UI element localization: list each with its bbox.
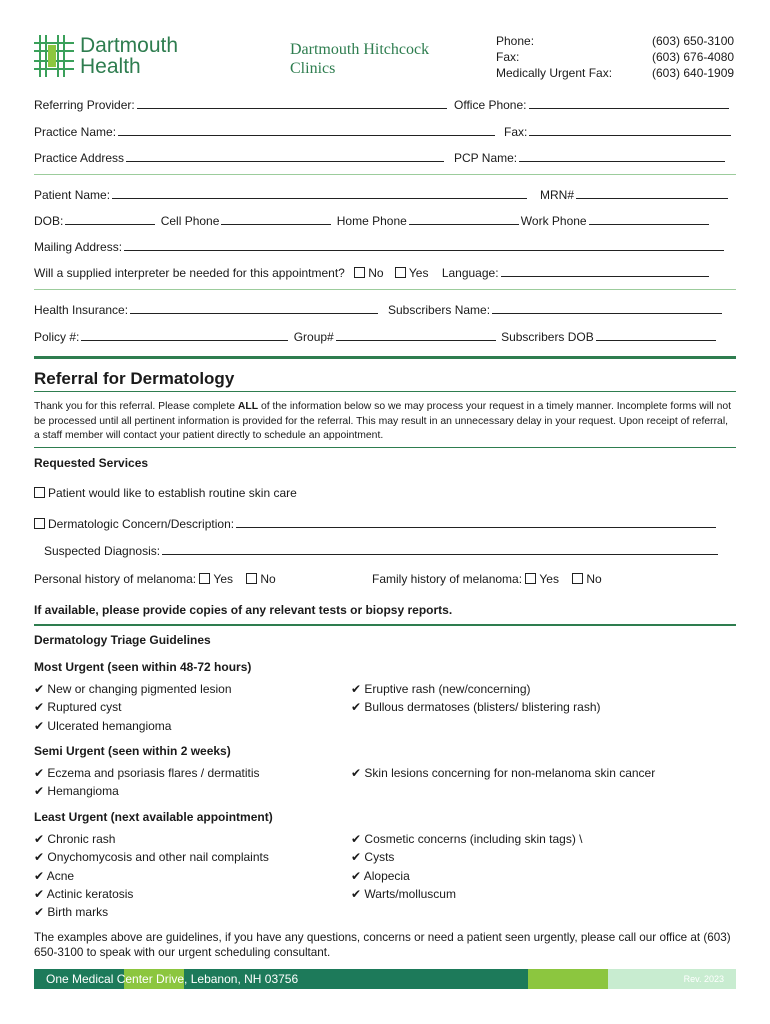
referral-intro: Thank you for this referral. Please complete ALL of the information below so we may process your request in a timely manner. Incomplete forms will not be processed until all pertinent information is provided for the referral. This may result in an unnecessary delay in your request. Upon receipt of referral, a staff member will contact your patient directly to schedule an appointment. — [34, 401, 732, 441]
check-icon: ✔ — [34, 886, 45, 901]
list-item: ✔ Eczema and psoriasis flares / dermatitis — [34, 766, 260, 780]
semi-urgent-heading: Semi Urgent (seen within 2 weeks) — [34, 744, 231, 758]
subscribers-name-row: Subscribers Name: — [388, 302, 724, 317]
concern-row: Dermatologic Concern/Description: — [34, 516, 718, 531]
check-icon: ✔ — [34, 868, 45, 883]
list-item: ✔ Bullous dermatoses (blisters/ blistering rash) — [351, 700, 601, 715]
list-item: ✔ Ruptured cyst — [34, 700, 122, 715]
clinic-name: Dartmouth Hitchcock Clinics — [290, 41, 430, 77]
check-icon: ✔ — [351, 682, 362, 696]
referring-provider-field[interactable] — [137, 97, 447, 109]
check-icon: ✔ — [34, 784, 45, 799]
list-item: ✔ Warts/molluscum — [351, 886, 456, 901]
language-field[interactable] — [501, 265, 709, 277]
copies-note: If available, please provide copies of any relevant tests or biopsy reports. — [34, 603, 453, 617]
dob-field[interactable] — [65, 213, 155, 225]
list-item: ✔ New or changing pigmented lesion — [34, 682, 232, 696]
fax-field[interactable] — [529, 124, 731, 136]
semi-urgent-right — [351, 764, 655, 782]
establish-care-checkbox[interactable] — [34, 487, 45, 498]
referring-provider-row: Referring Provider: — [34, 97, 449, 112]
office-phone-field[interactable] — [529, 97, 729, 109]
interpreter-row: Will a supplied interpreter be needed for this appointment? No Yes Language: — [34, 265, 711, 280]
mailing-address-row: Mailing Address: — [34, 239, 726, 254]
list-item: ✔ Actinic keratosis — [34, 886, 134, 901]
home-phone-field[interactable] — [409, 213, 519, 225]
policy-row: Policy #: Group# Subscribers DOB — [34, 329, 718, 344]
check-icon: ✔ — [34, 766, 45, 780]
subscribers-dob-field[interactable] — [596, 329, 716, 341]
intro-rule — [34, 447, 736, 448]
most-urgent-heading: Most Urgent (seen within 48-72 hours) — [34, 660, 252, 674]
referral-title: Referral for Dermatology — [34, 369, 235, 388]
family-history-no-checkbox[interactable] — [572, 573, 583, 584]
pcp-name-field[interactable] — [519, 150, 725, 162]
least-urgent-right — [351, 830, 583, 903]
phone-row: DOB: Cell Phone Home Phone Work Phone — [34, 213, 711, 228]
divider — [34, 174, 736, 175]
personal-history-row: Personal history of melanoma: Yes No — [34, 572, 276, 586]
check-icon: ✔ — [351, 868, 362, 883]
list-item: ✔ Alopecia — [351, 868, 410, 883]
check-icon: ✔ — [351, 700, 362, 715]
family-history-yes-checkbox[interactable] — [525, 573, 536, 584]
list-item: ✔ Cysts — [351, 850, 395, 865]
practice-name-row: Practice Name: — [34, 124, 497, 139]
triage-rule — [34, 624, 736, 626]
footer-segment-lime2 — [528, 969, 608, 989]
header — [0, 0, 770, 90]
most-urgent-right — [351, 680, 601, 717]
dartmouth-health-logo-icon — [32, 33, 76, 79]
practice-name-field[interactable] — [118, 124, 495, 136]
check-icon: ✔ — [34, 700, 45, 715]
suspected-row: Suspected Diagnosis: — [44, 543, 720, 558]
interpreter-yes-checkbox[interactable] — [395, 267, 406, 278]
personal-history-no-checkbox[interactable] — [246, 573, 257, 584]
check-icon: ✔ — [351, 832, 362, 846]
title-underline — [34, 391, 736, 392]
health-insurance-row: Health Insurance: — [34, 302, 380, 317]
cell-phone-field[interactable] — [221, 213, 331, 225]
list-item: ✔ Cosmetic concerns (including skin tags) \ — [351, 832, 583, 846]
health-insurance-field[interactable] — [130, 302, 378, 314]
footer-address: One Medical Center Drive, Lebanon, NH 03756 — [46, 972, 299, 986]
work-phone-field[interactable] — [589, 213, 709, 225]
footer-rev: Rev. 2023 — [683, 974, 724, 984]
check-icon: ✔ — [34, 832, 45, 846]
policy-field[interactable] — [81, 329, 288, 341]
footer-bar — [34, 969, 736, 989]
pcp-name-row: PCP Name: — [454, 150, 727, 165]
group-field[interactable] — [336, 329, 496, 341]
concern-field[interactable] — [236, 516, 716, 528]
check-icon: ✔ — [351, 886, 362, 901]
list-item: ✔ Skin lesions concerning for non-melanoma skin cancer — [351, 766, 656, 780]
brand-name: Dartmouth Health — [80, 34, 179, 78]
list-item: ✔ Ulcerated hemangioma — [34, 718, 172, 733]
mrn-row: MRN# — [540, 187, 730, 202]
check-icon: ✔ — [34, 905, 45, 920]
semi-urgent-left — [34, 764, 260, 801]
concern-checkbox[interactable] — [34, 518, 45, 529]
list-item: ✔ Chronic rash — [34, 832, 116, 846]
least-urgent-heading: Least Urgent (next available appointment) — [34, 810, 273, 824]
interpreter-no-checkbox[interactable] — [354, 267, 365, 278]
contact-labels: Phone: Fax: Medically Urgent Fax: — [496, 34, 613, 80]
divider — [34, 289, 736, 290]
list-item: ✔ Hemangioma — [34, 784, 119, 799]
section-rule — [34, 356, 736, 359]
triage-title: Dermatology Triage Guidelines — [34, 633, 211, 647]
patient-name-field[interactable] — [112, 187, 527, 199]
list-item: ✔ Eruptive rash (new/concerning) — [351, 682, 531, 696]
check-icon: ✔ — [351, 766, 362, 780]
check-icon: ✔ — [351, 850, 362, 865]
check-icon: ✔ — [34, 718, 45, 733]
practice-address-row: Practice Address — [34, 150, 446, 165]
personal-history-yes-checkbox[interactable] — [199, 573, 210, 584]
fax-row: Fax: — [504, 124, 733, 139]
contact-values: (603) 650-3100 (603) 676-4080 (603) 640-1909 — [652, 34, 735, 80]
family-history-row: Family history of melanoma: Yes No — [372, 572, 602, 586]
mailing-address-field[interactable] — [124, 239, 724, 251]
mrn-field[interactable] — [576, 187, 728, 199]
check-icon: ✔ — [34, 682, 45, 696]
list-item: ✔ Birth marks — [34, 905, 109, 920]
closing-note: The examples above are guidelines, if you have any questions, concerns or need a patient seen urgently, please call our office at (603) 650-3100 to speak with our urgent scheduling consultant. — [34, 931, 731, 959]
list-item: ✔ Acne — [34, 868, 75, 883]
patient-name-row: Patient Name: — [34, 187, 529, 202]
requested-services-heading: Requested Services — [34, 456, 149, 470]
office-phone-row: Office Phone: — [454, 97, 731, 112]
most-urgent-left — [34, 680, 232, 735]
suspected-diagnosis-field[interactable] — [162, 543, 718, 555]
subscribers-name-field[interactable] — [492, 302, 722, 314]
list-item: ✔ Onychomycosis and other nail complaints — [34, 850, 269, 865]
check-icon: ✔ — [34, 850, 45, 865]
practice-address-field[interactable] — [126, 150, 444, 162]
establish-care-row: Patient would like to establish routine skin care — [34, 486, 297, 500]
least-urgent-left — [34, 830, 269, 921]
